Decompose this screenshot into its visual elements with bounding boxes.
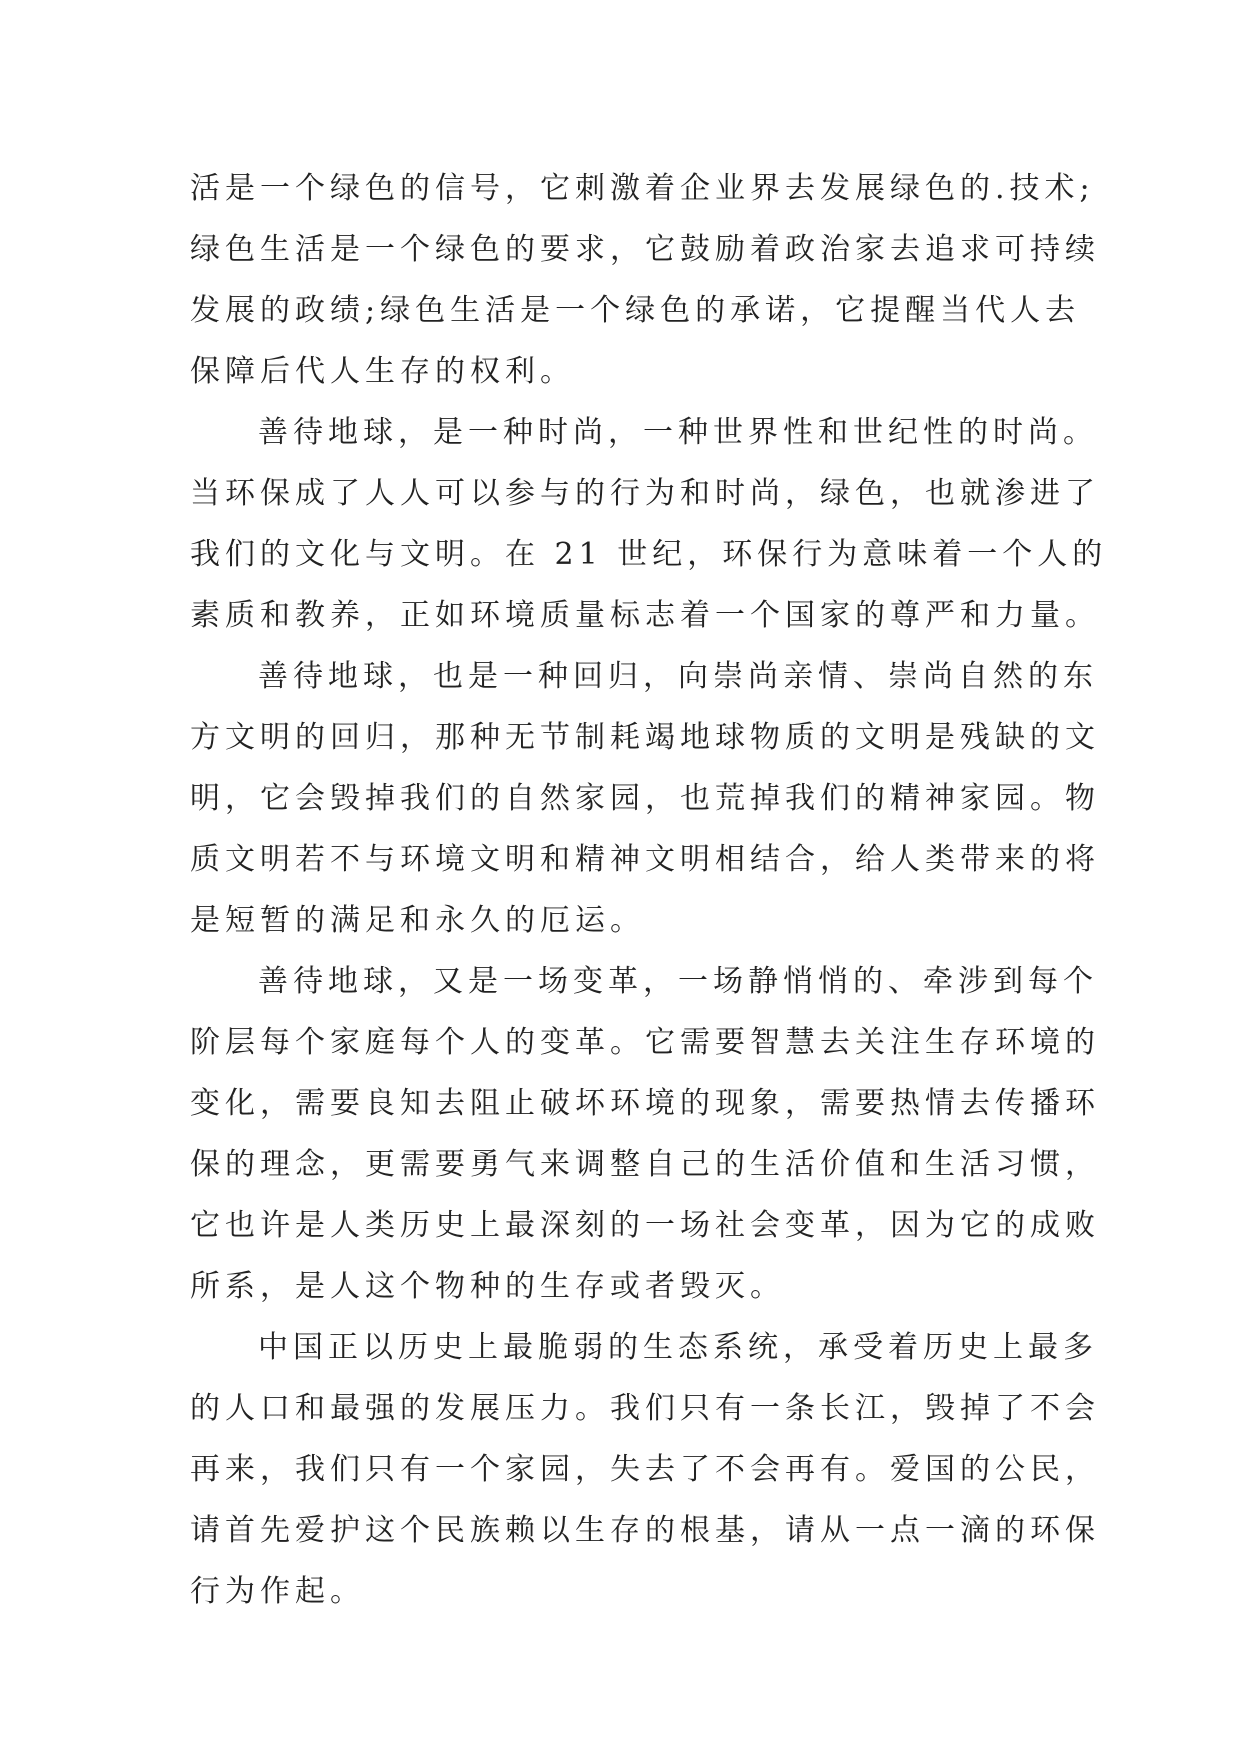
text-line: 中国正以历史上最脆弱的生态系统，承受着历史上最多	[258, 1330, 1098, 1365]
text-line: 的人口和最强的发展压力。我们只有一条长江，毁掉了不会	[190, 1391, 1100, 1426]
text-line: 方文明的回归，那种无节制耗竭地球物质的文明是残缺的文	[190, 720, 1100, 755]
text-line: 质文明若不与环境文明和精神文明相结合，给人类带来的将	[190, 842, 1100, 877]
text-line: 活是一个绿色的信号，它刺激着企业界去发展绿色的.技术;	[190, 171, 1095, 206]
text-line: 它也许是人类历史上最深刻的一场社会变革，因为它的成败	[190, 1208, 1100, 1243]
paragraph-1	[190, 158, 1100, 402]
text-line: 请首先爱护这个民族赖以生存的根基，请从一点一滴的环保	[190, 1513, 1100, 1548]
text-line: 发展的政绩;绿色生活是一个绿色的承诺，它提醒当代人去	[190, 293, 1081, 328]
paragraph-2	[190, 402, 1108, 646]
document-body	[190, 158, 1108, 1622]
text-line: 所系，是人这个物种的生存或者毁灭。	[190, 1269, 785, 1304]
text-line: 善待地球，又是一场变革，一场静悄悄的、牵涉到每个	[258, 964, 1098, 999]
text-line: 素质和教养，正如环境质量标志着一个国家的尊严和力量。	[190, 598, 1100, 633]
text-line: 绿色生活是一个绿色的要求，它鼓励着政治家去追求可持续	[190, 232, 1100, 267]
text-line: 善待地球，也是一种回归，向崇尚亲情、崇尚自然的东	[258, 659, 1098, 694]
text-line: 明，它会毁掉我们的自然家园，也荒掉我们的精神家园。物	[190, 781, 1100, 816]
text-line: 行为作起。	[190, 1574, 365, 1609]
text-line: 我们的文化与文明。在 21 世纪，环保行为意味着一个人的	[190, 537, 1108, 572]
paragraph-5	[190, 1317, 1100, 1622]
text-line: 再来，我们只有一个家园，失去了不会再有。爱国的公民，	[190, 1452, 1100, 1487]
text-line: 善待地球，是一种时尚，一种世界性和世纪性的时尚。	[258, 415, 1098, 450]
text-line: 变化，需要良知去阻止破坏环境的现象，需要热情去传播环	[190, 1086, 1100, 1121]
text-line: 保的理念，更需要勇气来调整自己的生活价值和生活习惯，	[190, 1147, 1100, 1182]
text-line: 阶层每个家庭每个人的变革。它需要智慧去关注生存环境的	[190, 1025, 1100, 1060]
paragraph-3	[190, 646, 1100, 951]
text-line: 当环保成了人人可以参与的行为和时尚，绿色，也就渗进了	[190, 476, 1100, 511]
text-line: 保障后代人生存的权利。	[190, 354, 575, 389]
text-line: 是短暂的满足和永久的厄运。	[190, 903, 645, 938]
paragraph-4	[190, 951, 1100, 1317]
